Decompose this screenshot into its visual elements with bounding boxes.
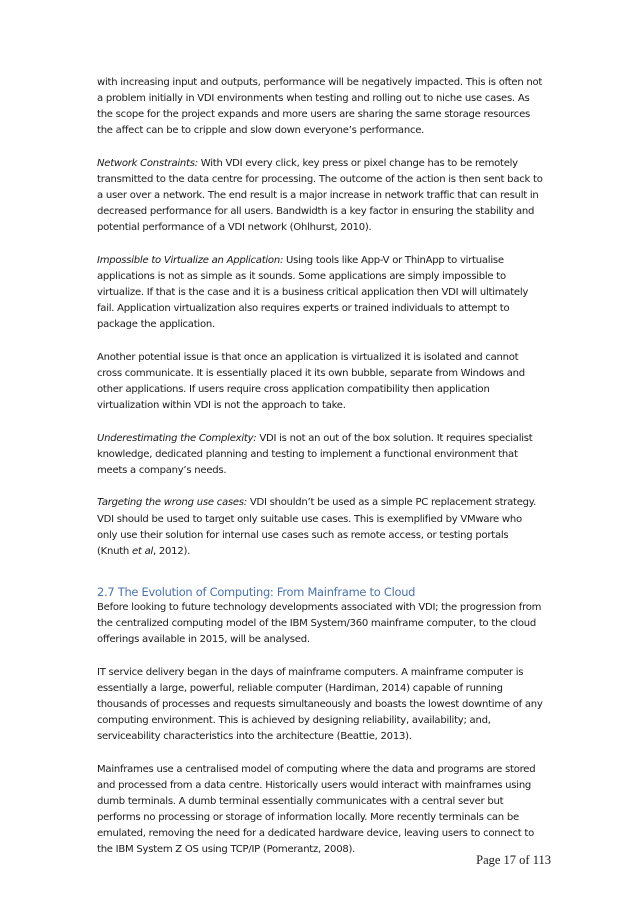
paragraph-targeting-wrong-use-cases: [97, 495, 543, 559]
paragraph: [97, 350, 543, 414]
citation-et-al: et al: [132, 545, 154, 557]
paragraph-text: , 2012).: [153, 545, 191, 557]
paragraph-text: Another potential issue is that once an application is virtualized it is isolated and cannot cross communicate. It is essentially placed it its own bubble, separate from Windows and other applications. If users require cross application compatibility then application virtualization within VDI is not the approach to take.: [97, 351, 525, 412]
paragraph-network-constraints: [97, 156, 543, 236]
paragraph-text: VDI is not an out of the box solution. It requires specialist knowledge, dedicated planning and testing to implement a functional environment that meets a company’s needs.: [97, 432, 533, 476]
paragraph: Before looking to future technology developments associated with VDI; the progression from the centralized computing model of the IBM System/360 mainframe computer, to the cloud offerings available in 2015, will be analysed.: [97, 601, 542, 646]
paragraph-lead: Targeting the wrong use cases:: [97, 497, 247, 509]
paragraph-impossible-to-virtualize: [97, 253, 543, 333]
paragraph-text: With VDI every click, key press or pixel change has to be remotely transmitted to the data centre for processing. The outcome of the action is then sent back to a user over a network. The end result is a major increase in network traffic that can result in decreased performance for all users. Bandwidth is a key factor in ensuring the stability and potential performance of a VDI network (Ohlhurst, 2010).: [97, 157, 543, 234]
paragraph-text: VDI shouldn’t be used as a simple PC replacement strategy. VDI should be used to target only suitable use cases. This is exemplified by VMware who only use their solution for internal use cases such as remote access, or testing portals (Knuth: [97, 497, 537, 557]
paragraph-text: with increasing input and outputs, performance will be negatively impacted. This is often not a problem initially in VDI environments when testing and rolling out to niche use cases. As the scope for the project expands and more users are sharing the same storage resources the affect can be to cripple and slow down everyone’s performance.: [97, 77, 543, 137]
page-number: Page 17 of 113: [476, 853, 551, 867]
body-text: [97, 75, 543, 875]
paragraph: IT service delivery began in the days of mainframe computers. A mainframe computer is essentially a large, powerful, reliable computer (Hardiman, 2014) capable of running thousands of processes and requests simultaneously and boasts the lowest downtime of any computing environment. This is achieved by designing reliability, availability; and, serviceability characteristics into the architecture (Beattie, 2013).: [97, 666, 543, 742]
paragraph-lead: Underestimating the Complexity:: [97, 432, 257, 444]
paragraph-text: Using tools like App-V or ThinApp to virtualise applications is not as simple as it sounds. Some applications are simply impossible to virtualize. If that is the case and it is a business critical application then VDI will ultimately fail. Application virtualization also requires experts or trained individuals to attempt to package the application.: [97, 254, 529, 331]
paragraph-lead: Impossible to Virtualize an Application:: [97, 254, 284, 266]
paragraph: [97, 75, 543, 139]
paragraph: Mainframes use a centralised model of computing where the data and programs are stored and processed from a data centre. Historically users would interact with mainframes using dumb terminals. A dumb terminal essentially communicates with a central sever but performs no processing or storage of information locally. More recently terminals can be emulated, removing the need for a dedicated hardware device, leaving users to connect to the IBM System Z OS using TCP/IP (Pomerantz, 2008).: [97, 763, 536, 856]
paragraph-lead: Network Constraints:: [97, 157, 198, 169]
section-heading: 2.7 The Evolution of Computing: From Mainframe to Cloud: [97, 584, 416, 599]
paragraph-underestimating-complexity: [97, 431, 543, 479]
